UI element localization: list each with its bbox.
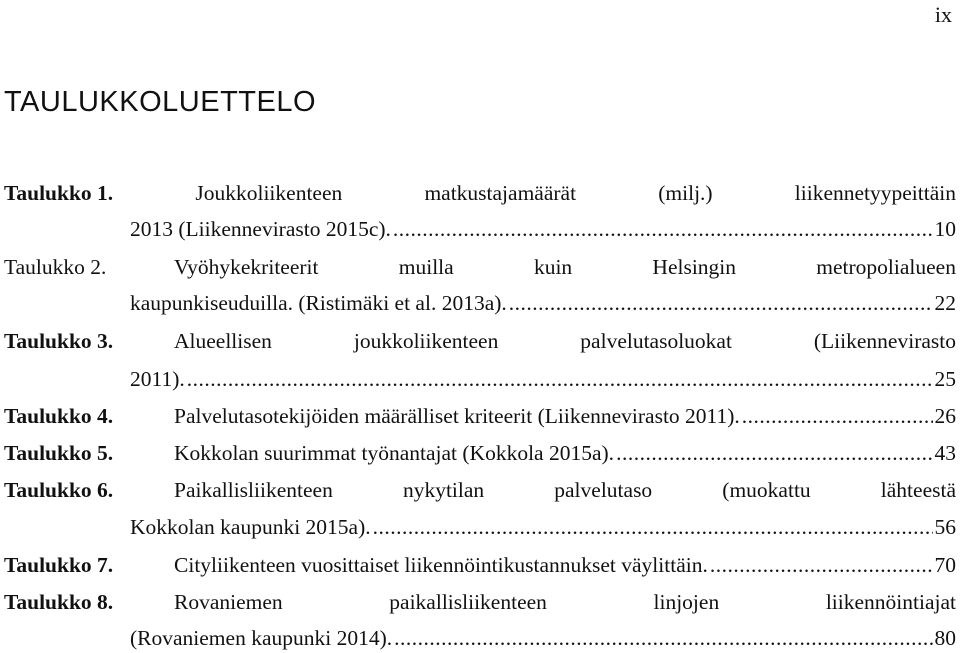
entry-page-number: 70 [934,553,956,577]
entry-continuation-line [130,623,956,653]
entry-word: Joukkoliikenteen [195,181,343,205]
page-number: ix [934,2,952,27]
entry-page-number: 10 [934,217,956,241]
entry-label: Taulukko 1. [4,181,114,205]
entry-label: Taulukko 5. [4,441,114,465]
entry-word: liikennöintiajat [825,590,956,614]
dot-leader [394,623,932,653]
entry-text: Palvelutasotekijöiden määrälliset kriteerit (Liikennevirasto 2011). [174,404,740,428]
entry-word: Vyöhykekriteerit [174,255,319,279]
entry-word: metropolialueen [816,255,956,279]
dot-leader [393,214,933,244]
entry-label: Taulukko 4. [4,404,114,428]
entry-first-line [0,326,956,356]
entry-continuation: kaupunkiseuduilla. (Ristimäki et al. 2013a). [130,291,507,315]
entry-text: Cityliikenteen vuosittaiset liikennöintikustannukset väylittäin. [174,553,708,577]
entry-continuation-line [130,364,956,394]
page-title: TAULUKKOLUETTELO [4,86,317,118]
entry-word: kuin [533,255,573,279]
entry-page-number: 26 [934,404,956,428]
entry-page-number: 43 [934,441,956,465]
entry-word: (muokattu [722,478,811,502]
entry-page-number: 22 [934,291,956,315]
dot-leader [710,550,933,580]
entry-word: (Liikennevirasto [813,329,956,353]
dot-leader [742,401,933,431]
entry-page-number: 80 [934,626,956,650]
entry-word: linjojen [653,590,720,614]
entry-word: Helsingin [652,255,737,279]
entry-word: liikennetyypeittäin [794,181,956,205]
entry-word: lähteestä [880,478,956,502]
entry-continuation-line [130,512,956,542]
entry-word: paikallisliikenteen [389,590,547,614]
entry-continuation: Kokkolan kaupunki 2015a). [130,515,371,539]
entry-word: palvelutaso [554,478,653,502]
entry-label: Taulukko 7. [4,553,114,577]
entry-continuation-line [130,214,956,244]
entry-label: Taulukko 6. [4,478,114,502]
entry-word: Paikallisliikenteen [174,478,333,502]
entry-word: muilla [398,255,454,279]
entry-first-line [4,178,956,208]
dot-leader [616,438,932,468]
entry-label: Taulukko 2. [4,255,107,279]
entry-continuation: (Rovaniemen kaupunki 2014). [130,626,393,650]
entry-text: Kokkolan suurimmat työnantajat (Kokkola 2015a). [174,441,615,465]
entry-word: palvelutasoluokat [580,329,732,353]
entry-page-number: 56 [934,515,956,539]
dot-leader [509,288,933,318]
entry-word: nykytilan [402,478,485,502]
entry-first-line [0,401,956,431]
entry-first-line [0,252,956,282]
entry-continuation: 2013 (Liikennevirasto 2015c). [130,217,391,241]
entry-label: Taulukko 3. [4,329,114,353]
entry-word: joukkoliikenteen [353,329,499,353]
entry-word: Rovaniemen [174,590,283,614]
dot-leader [187,364,933,394]
entry-first-line [0,438,956,468]
entry-first-line [0,550,956,580]
entry-page-number: 25 [934,367,956,391]
entry-first-line [0,475,956,505]
entry-first-line [0,587,956,617]
entry-label: Taulukko 8. [4,590,114,614]
entry-continuation: 2011). [130,367,185,391]
entry-continuation-line [130,288,956,318]
entry-word: Alueellisen [174,329,272,353]
entry-word: (milj.) [658,181,713,205]
entry-word: matkustajamäärät [424,181,577,205]
dot-leader [373,512,933,542]
